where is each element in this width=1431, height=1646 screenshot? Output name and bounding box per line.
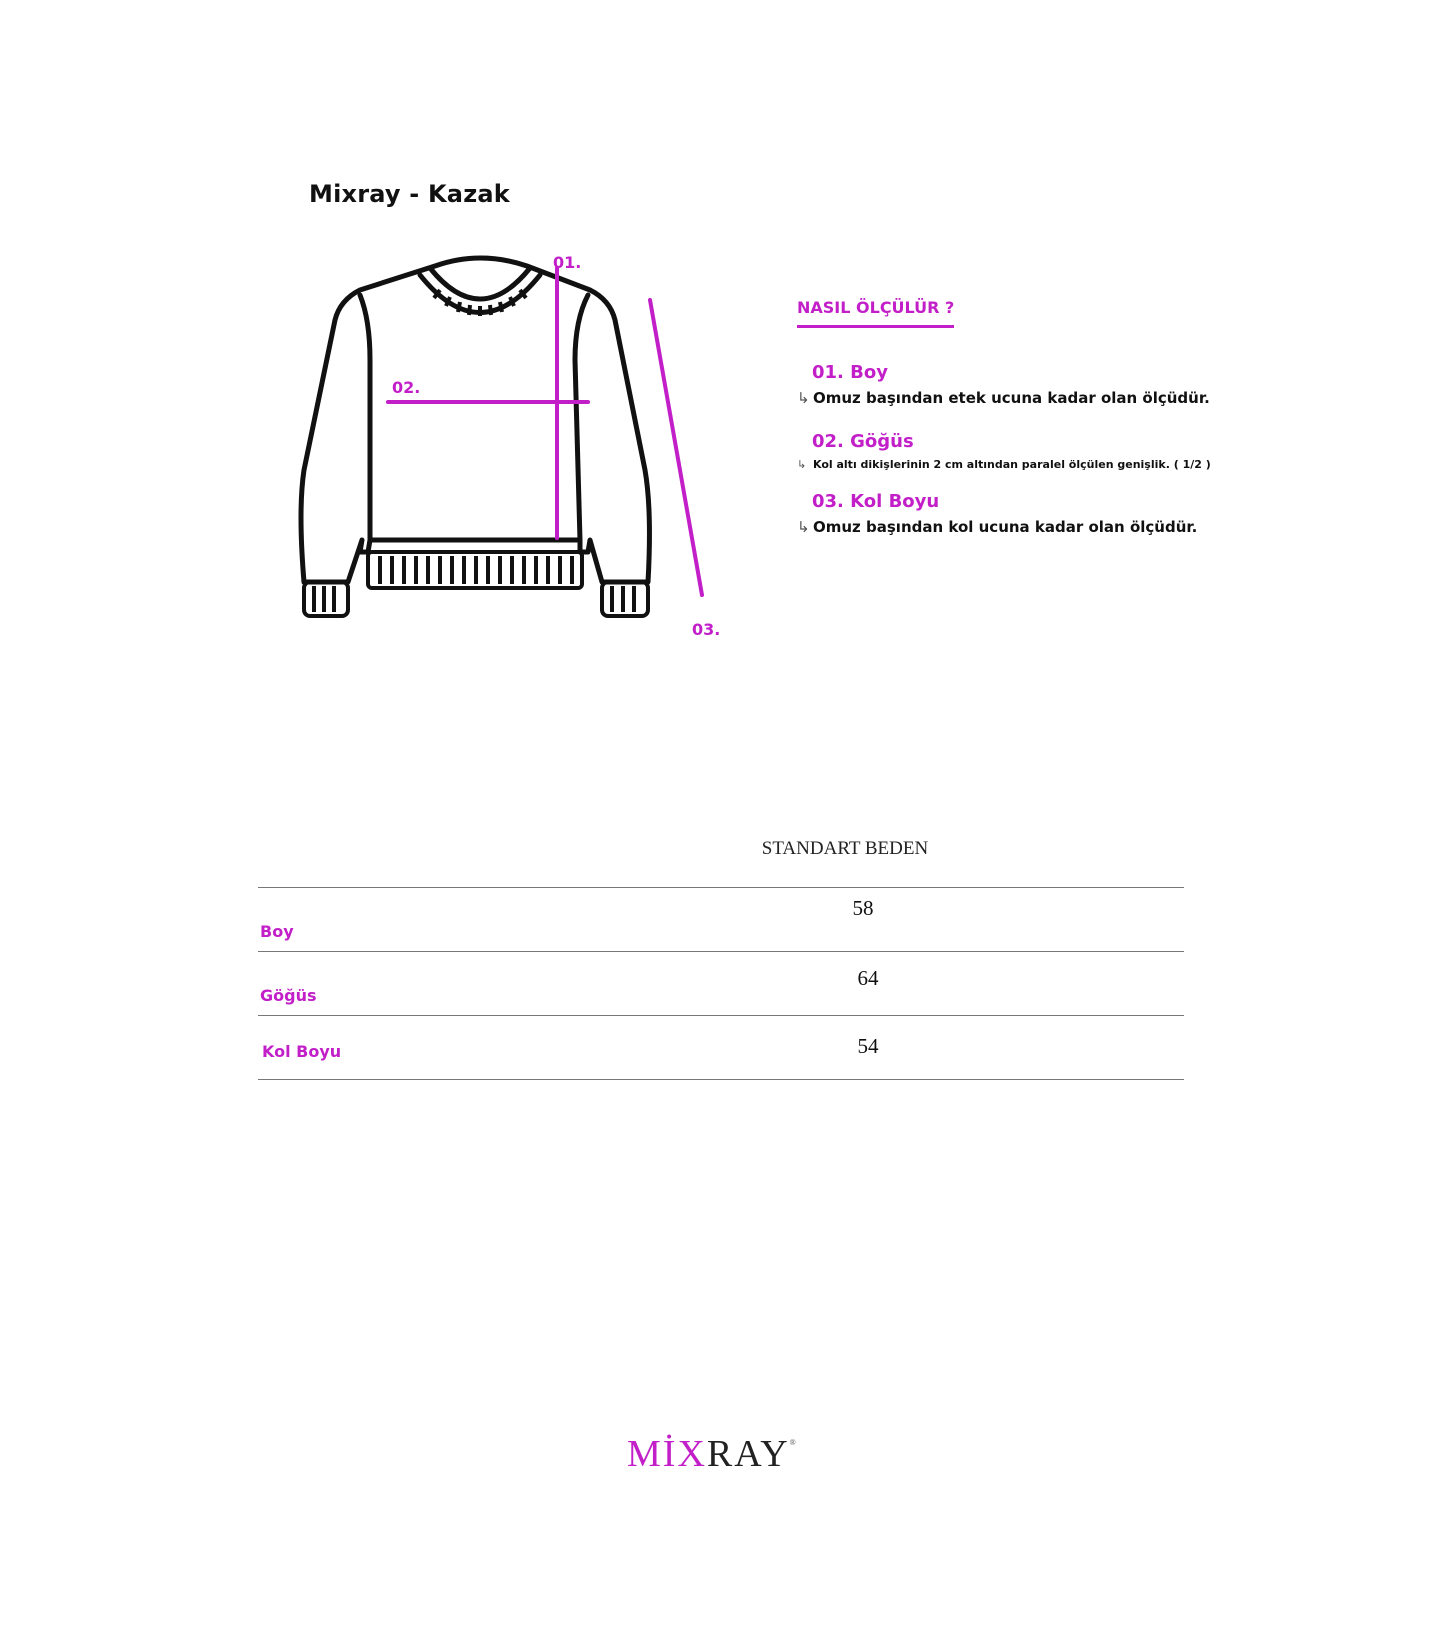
table-row xyxy=(258,952,1184,1016)
return-arrow-icon: ↳ xyxy=(797,458,807,471)
registered-mark: ® xyxy=(789,1438,798,1447)
step-description-text: Omuz başından etek ucuna kadar olan ölçüdür. xyxy=(813,389,1210,407)
neckband-outline xyxy=(430,268,530,299)
step-description-text: Omuz başından kol ucuna kadar olan ölçüdür. xyxy=(813,518,1198,536)
measure-line-sleeve xyxy=(650,300,702,595)
row-value: 64 xyxy=(857,966,879,990)
return-arrow-icon: ↳ xyxy=(797,518,810,536)
table-row xyxy=(258,1016,1184,1080)
size-table xyxy=(258,887,1184,1080)
sweater-outline xyxy=(301,258,649,582)
row-label: Kol Boyu xyxy=(262,1042,342,1061)
sweater-diagram xyxy=(290,240,750,650)
return-arrow-icon: ↳ xyxy=(797,389,810,407)
step-sleeve xyxy=(797,491,1197,536)
logo-part: İX xyxy=(662,1433,707,1475)
row-label: Boy xyxy=(260,922,294,941)
step-length xyxy=(797,362,1210,407)
step-description xyxy=(797,518,1197,536)
step-title: 01. Boy xyxy=(812,362,888,383)
step-description-text: Kol altı dikişlerinin 2 cm altından paralel ölçülen genişlik. ( 1/2 ) xyxy=(813,458,1211,471)
row-value: 58 xyxy=(852,896,874,920)
how-to-measure-underline xyxy=(797,325,954,328)
step-description xyxy=(797,389,1210,407)
how-to-measure-title: NASIL ÖLÇÜLÜR ? xyxy=(797,298,955,317)
row-label: Göğüs xyxy=(260,986,317,1005)
measure-label-02: 02. xyxy=(392,378,421,397)
step-chest xyxy=(797,431,1211,471)
row-value: 54 xyxy=(857,1034,879,1058)
logo-part: M xyxy=(627,1433,663,1475)
step-description xyxy=(797,458,1211,471)
logo-part: RAY xyxy=(706,1433,790,1475)
measure-label-03: 03. xyxy=(692,620,721,639)
step-title: 02. Göğüs xyxy=(812,431,914,452)
size-column-header: STANDART BEDEN xyxy=(761,838,929,859)
measure-label-01: 01. xyxy=(553,253,582,272)
step-title: 03. Kol Boyu xyxy=(812,491,940,512)
page-title: Mixray - Kazak xyxy=(309,180,510,208)
table-row xyxy=(258,888,1184,952)
brand-logo xyxy=(627,1432,798,1476)
